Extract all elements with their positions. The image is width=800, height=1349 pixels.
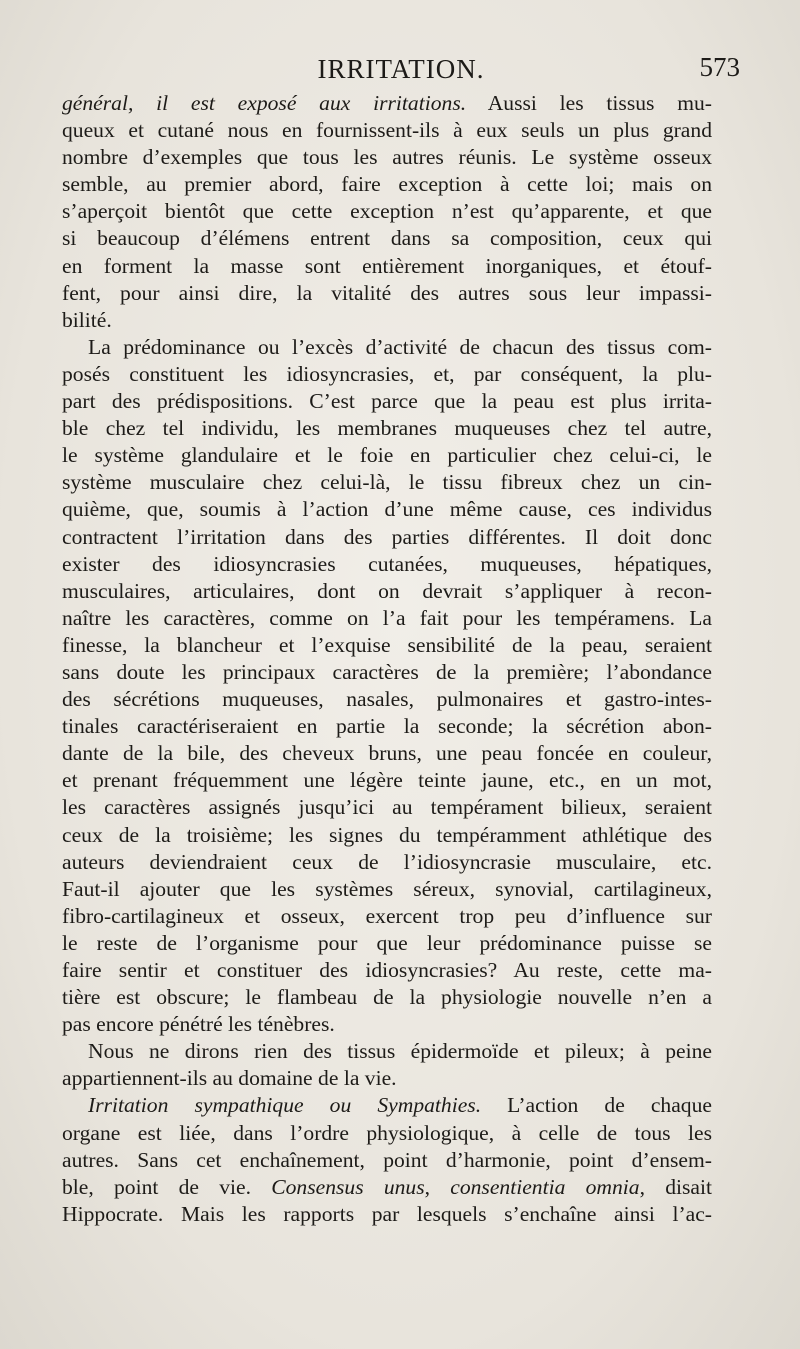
text-run: semble, au premier abord, faire exception à cette loi; mais on: [62, 172, 712, 197]
text-line: [62, 90, 712, 117]
text-line: [62, 903, 712, 930]
text-line: [62, 1147, 712, 1174]
text-run: organe est liée, dans l’ordre physiologique, à celle de tous les: [62, 1120, 712, 1145]
text-run: naître les caractères, comme on l’a fait pour les tempéramens. La: [62, 605, 712, 630]
text-line: [62, 1065, 712, 1092]
text-line: [62, 307, 712, 334]
text-run: ble chez tel individu, les membranes muqueuses chez tel autre,: [62, 416, 712, 441]
text-line: [62, 578, 712, 605]
text-line: [62, 415, 712, 442]
text-run: les caractères assignés jusqu’ici au tempérament bilieux, seraient: [62, 795, 712, 820]
text-run: exister des idiosyncrasies cutanées, muqueuses, hépatiques,: [62, 551, 712, 576]
text-run: part des prédispositions. C’est parce que la peau est plus irrita-: [62, 389, 712, 414]
text-run: sans doute les principaux caractères de la première; l’abondance: [62, 659, 712, 684]
text-run: autres. Sans cet enchaînement, point d’harmonie, point d’ensem-: [62, 1147, 712, 1172]
italic-text: consentientia omnia: [450, 1174, 640, 1199]
text-line: [62, 1038, 712, 1065]
text-run: ceux de la troisième; les signes du tempéramment athlétique des: [62, 822, 712, 847]
text-line: [62, 198, 712, 225]
text-run: faire sentir et constituer des idiosyncrasies? Au reste, cette ma-: [62, 958, 712, 982]
text-run: tière est obscure; le flambeau de la physiologie nouvelle n’en a: [62, 985, 712, 1010]
body-text: [62, 90, 712, 1228]
text-run: , disait: [639, 1174, 712, 1199]
paragraph: [62, 1038, 712, 1092]
text-run: appartiennent-ils au domaine de la vie.: [62, 1066, 397, 1091]
text-run: en forment la masse sont entièrement inorganiques, et étouf-: [62, 253, 712, 278]
text-line: [62, 957, 712, 984]
text-line: [62, 605, 712, 632]
text-run: pas encore pénétré les ténèbres.: [62, 1012, 335, 1037]
text-line: [62, 117, 712, 144]
italic-text: général, il est exposé aux irritations.: [62, 91, 467, 115]
text-run: le reste de l’organisme pour que leur prédominance puisse se: [62, 930, 712, 955]
text-line: [62, 930, 712, 957]
text-line: [62, 1201, 712, 1228]
text-run: L’action de chaque: [481, 1093, 712, 1118]
text-run: Nous ne dirons rien des tissus épidermoïde et pileux; à peine: [88, 1039, 712, 1064]
text-line: [62, 1120, 712, 1147]
paragraph: [62, 1092, 712, 1227]
text-line: [62, 334, 712, 361]
text-run: Aussi les tissus mu-: [466, 91, 712, 115]
paragraph: [62, 90, 712, 334]
text-run: finesse, la blancheur et l’exquise sensibilité de la peau, seraient: [62, 632, 712, 657]
text-line: [62, 686, 712, 713]
text-run: des sécrétions muqueuses, nasales, pulmonaires et gastro-intes-: [62, 687, 712, 712]
text-line: [62, 984, 712, 1011]
text-line: [62, 1174, 712, 1201]
text-line: [62, 849, 712, 876]
text-line: [62, 144, 712, 171]
text-line: [62, 822, 712, 849]
text-run: bilité.: [62, 307, 112, 332]
text-line: [62, 713, 712, 740]
text-run: contractent l’irritation dans des parties différentes. Il doit donc: [62, 524, 712, 549]
text-run: posés constituent les idiosyncrasies, et, par conséquent, la plu-: [62, 361, 712, 386]
text-line: [62, 469, 712, 496]
text-run: s’aperçoit bientôt que cette exception n’est qu’apparente, et que: [62, 199, 712, 224]
page-header: [62, 52, 740, 92]
text-run: Faut-il ajouter que les systèmes séreux, synovial, cartilagineux,: [62, 876, 712, 901]
text-line: [62, 253, 712, 280]
italic-text: Consensus unus: [271, 1174, 425, 1199]
text-line: [62, 794, 712, 821]
text-line: [62, 496, 712, 523]
text-run: fibro-cartilagineux et osseux, exercent trop peu d’influence sur: [62, 903, 712, 928]
text-line: [62, 659, 712, 686]
text-run: musculaires, articulaires, dont on devrait s’appliquer à recon-: [62, 578, 712, 603]
text-run: queux et cutané nous en fournissent-ils à eux seuls un plus grand: [62, 118, 712, 143]
text-run: La prédominance ou l’excès d’activité de chacun des tissus com-: [88, 334, 712, 359]
text-line: [62, 442, 712, 469]
text-run: quième, que, soumis à l’action d’une même cause, ces individus: [62, 497, 712, 522]
text-line: [62, 388, 712, 415]
text-line: [62, 225, 712, 252]
text-run: Hippocrate. Mais les rapports par lesquels s’enchaîne ainsi l’ac-: [62, 1201, 712, 1226]
text-line: [62, 280, 712, 307]
text-run: le système glandulaire et le foie en particulier chez celui-ci, le: [62, 443, 712, 468]
text-run: auteurs deviendraient ceux de l’idiosyncrasie musculaire, etc.: [62, 849, 712, 874]
text-line: [62, 361, 712, 388]
text-run: tinales caractériseraient en partie la seconde; la sécrétion abon-: [62, 714, 712, 739]
text-run: ,: [424, 1174, 451, 1199]
paragraph: [62, 334, 712, 1038]
text-line: [62, 740, 712, 767]
italic-text: Irritation sympathique ou Sympathies.: [88, 1093, 482, 1118]
text-run: dante de la bile, des cheveux bruns, une peau foncée en couleur,: [62, 741, 712, 766]
running-title: IRRITATION.: [317, 54, 485, 84]
text-run: fent, pour ainsi dire, la vitalité des autres sous leur impassi-: [62, 280, 712, 305]
text-line: [62, 524, 712, 551]
text-line: [62, 551, 712, 578]
text-run: nombre d’exemples que tous les autres réunis. Le système osseux: [62, 145, 712, 170]
text-run: ble, point de vie.: [62, 1174, 272, 1199]
text-line: [62, 876, 712, 903]
text-run: système musculaire chez celui-là, le tissu fibreux chez un cin-: [62, 470, 712, 495]
page-number: 573: [699, 52, 740, 82]
text-run: et prenant fréquemment une légère teinte jaune, etc., en un mot,: [62, 768, 712, 793]
text-line: [62, 632, 712, 659]
text-line: [62, 1011, 712, 1038]
text-line: [62, 171, 712, 198]
text-run: si beaucoup d’élémens entrent dans sa composition, ceux qui: [62, 226, 712, 251]
text-line: [62, 767, 712, 794]
text-line: [62, 1092, 712, 1119]
